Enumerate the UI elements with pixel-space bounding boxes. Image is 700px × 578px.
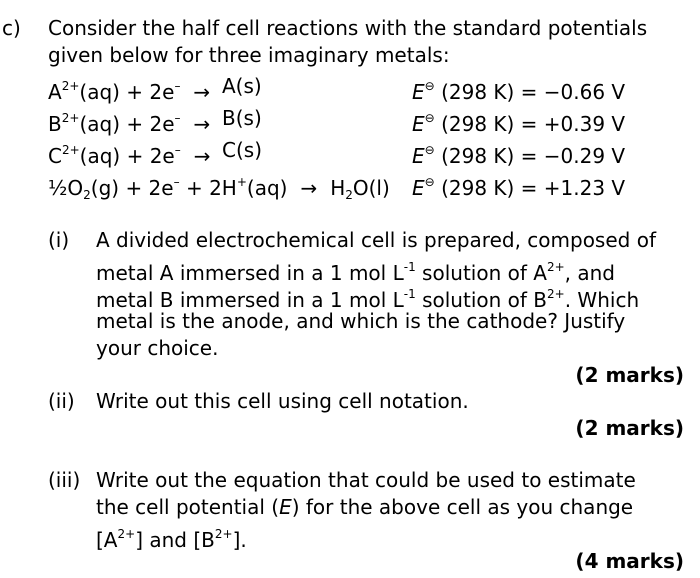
part-i-line-3: metal B immersed in a 1 mol $L^{-1}$ solution of $B^{2+}$. Which [96, 287, 640, 312]
reaction-b-potential: E⊖ (298 K) = +0.39 V [412, 111, 626, 136]
part-iii-line-2: the cell potential (E) for the above cell as you change [96, 495, 634, 519]
arrow-icon: → [193, 144, 211, 168]
reaction-a-potential: E⊖ (298 K) = −0.66 V [412, 79, 626, 104]
part-iii-line-1: Write out the equation that could be used to estimate [96, 468, 636, 492]
part-i-label: (i) [48, 228, 70, 252]
standard-state-icon: ⊖ [424, 111, 435, 125]
reaction-oxygen: $\frac{1}{2}O_2(g) + 2e^- + 2H^+(aq) \to H_2O(l)$ [48, 175, 390, 202]
reaction-a: $A^{2+}(aq) + 2e^-$ → [48, 74, 217, 104]
reaction-c: $C^{2+}(aq) + 2e^-$ → [48, 138, 217, 168]
part-iii-line-3: $[A^{2+}]$ and $[B^{2+}]$. [96, 527, 247, 552]
part-i-line-5: your choice. [96, 336, 219, 360]
arrow-icon: → [300, 176, 318, 200]
part-i-line-1: A divided electrochemical cell is prepared, composed of [96, 228, 656, 252]
standard-state-icon: ⊖ [424, 143, 435, 157]
intro-line-2: given below for three imaginary metals: [48, 43, 450, 67]
reaction-b-product: B(s) [222, 106, 262, 130]
part-i-marks: (2 marks) [575, 363, 684, 387]
reaction-oxygen-potential: E⊖ (298 K) = +1.23 V [412, 175, 626, 200]
reaction-c-potential: E⊖ (298 K) = −0.29 V [412, 143, 626, 168]
reaction-a-product: A(s) [222, 74, 262, 98]
part-ii-label: (ii) [48, 389, 75, 413]
part-ii-line-1: Write out this cell using cell notation. [96, 389, 469, 413]
reaction-b: $B^{2+}(aq) + 2e^-$ → [48, 106, 217, 136]
part-iii-marks: (4 marks) [575, 549, 684, 573]
part-i-line-4: metal is the anode, and which is the cathode? Justify [96, 309, 626, 333]
reaction-c-product: C(s) [222, 138, 262, 162]
part-ii-marks: (2 marks) [575, 416, 684, 440]
intro-line-1: Consider the half cell reactions with the standard potentials [48, 16, 648, 40]
standard-state-icon: ⊖ [424, 175, 435, 189]
question-label: c) [2, 16, 21, 40]
arrow-icon: → [193, 80, 211, 104]
arrow-icon: → [193, 112, 211, 136]
standard-state-icon: ⊖ [424, 79, 435, 93]
part-i-line-2: metal A immersed in a 1 mol $L^{-1}$ solution of $A^{2+}$, and [96, 260, 615, 285]
part-iii-label: (iii) [48, 468, 81, 492]
